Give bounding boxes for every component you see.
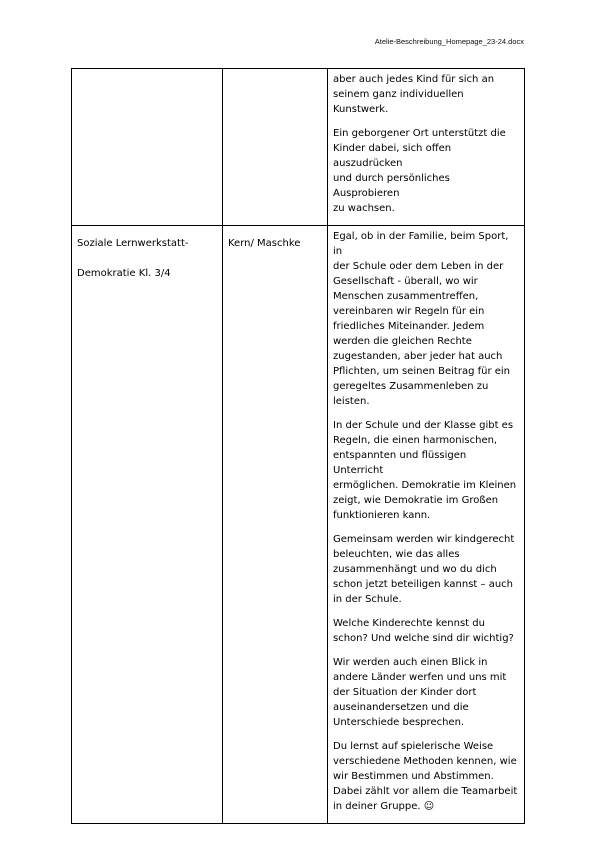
description-cell: [328, 69, 525, 226]
subject-cell: [72, 226, 223, 824]
description-paragraph: In der Schule und der Klasse gibt es Regeln, die einen harmonischen, entspannten und flüssigen Unterricht ermöglichen. Demokratie im Kleinen zeigt, wie Demokratie im Großen funktionieren kann.: [333, 420, 517, 521]
subject-cell: [72, 69, 223, 226]
description-paragraph: Wir werden auch einen Blick in andere Länder werfen und uns mit der Situation der Kinder dort auseinandersetzen und die Unterschiede besprechen.: [333, 657, 507, 728]
table-row: [72, 226, 525, 824]
description-paragraph: Welche Kinderechte kennst du schon? Und welche sind dir wichtig?: [333, 618, 514, 644]
subject-grade: Demokratie Kl. 3/4: [77, 268, 171, 279]
subject-title: Soziale Lernwerkstatt-: [77, 238, 189, 249]
teacher-cell: [223, 69, 328, 226]
table-row: [72, 69, 525, 226]
teacher-names: Kern/ Maschke: [228, 238, 301, 249]
course-table: [71, 68, 525, 824]
description-paragraph: Gemeinsam werden wir kindgerecht beleuchten, wie das alles zusammenhängt und wo du dich schon jetzt beteiligen kannst – auch in der Schule.: [333, 534, 515, 605]
description-paragraph: Ein geborgener Ort unterstützt die Kinder dabei, sich offen auszudrücken und durch persönliches Ausprobieren zu wachsen.: [333, 128, 506, 214]
description-paragraph: Du lernst auf spielerische Weise verschiedene Methoden kennen, wie wir Bestimmen und Abstimmen. Dabei zählt vor allem die Teamarbeit in deiner Gruppe. ☺: [333, 741, 518, 812]
teacher-cell: [223, 226, 328, 824]
description-cell: [328, 226, 525, 824]
description-paragraph: Egal, ob in der Familie, beim Sport, in der Schule oder dem Leben in der Gesellschaft - überall, wo wir Menschen zusammentreffen, vereinbaren wir Regeln für ein friedliches Miteinander. Jedem werden die gleichen Rechte zugestanden, aber jeder hat auch Pflichten, um seinen Beitrag für ein geregeltes Zusammenleben zu leisten.: [333, 231, 511, 407]
document-filename-header: Atelie-Beschreibung_Homepage_23-24.docx: [374, 37, 524, 46]
description-paragraph: aber auch jedes Kind für sich an seinem ganz individuellen Kunstwerk.: [333, 74, 495, 115]
